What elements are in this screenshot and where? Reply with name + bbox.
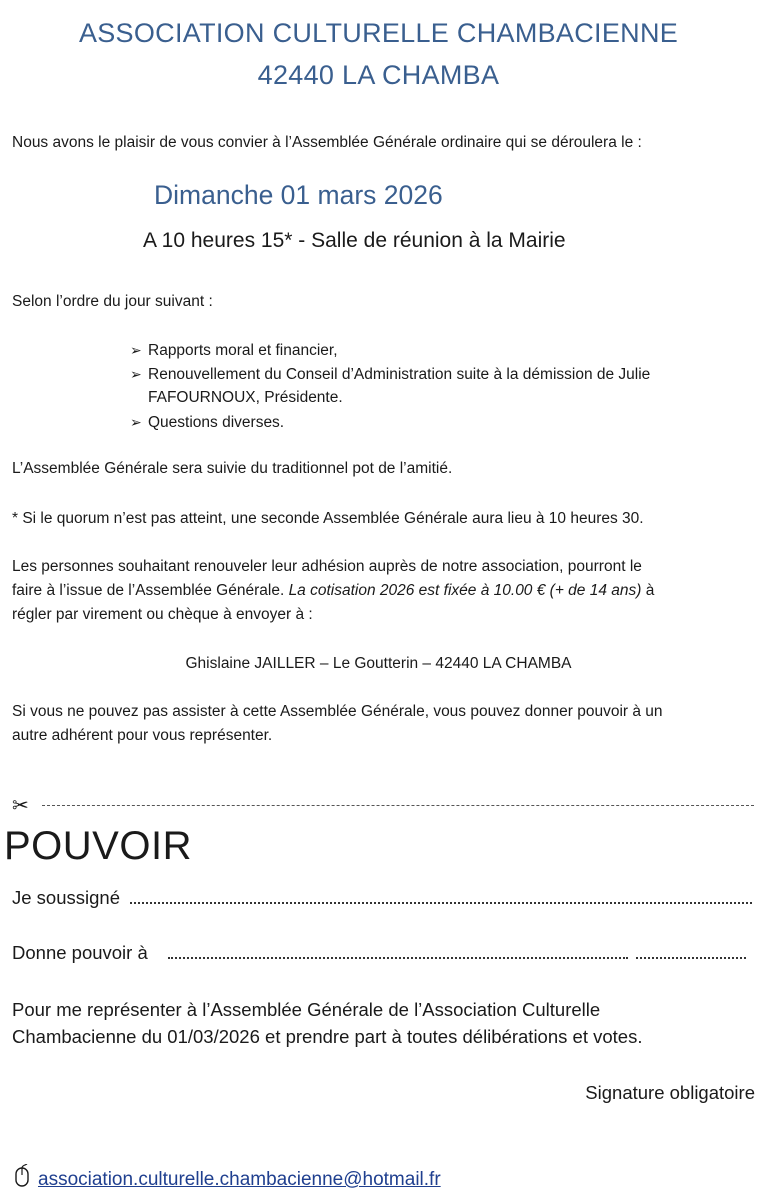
payee-address: Ghislaine JAILLER – Le Goutterin – 42440 LA CHAMBA <box>185 655 572 672</box>
undersigned-label: Je soussigné <box>12 887 120 908</box>
meeting-date: Dimanche 01 mars 2026 <box>154 180 443 210</box>
proxy-name-field[interactable] <box>168 957 628 959</box>
org-address: 42440 LA CHAMBA <box>257 60 500 90</box>
statement-line2: Chambacienne du 01/03/2026 et prendre part à toutes délibérations et votes. <box>12 1026 643 1047</box>
signature-label: Signature obligatoire <box>585 1082 755 1103</box>
agenda-item: ➢ Rapports moral et financier, <box>130 338 338 363</box>
form-title: POUVOIR <box>4 824 192 868</box>
org-name: ASSOCIATION CULTURELLE CHAMBACIENNE <box>78 18 679 48</box>
proxy-note-line2: autre adhérent pour vous représenter. <box>12 727 273 744</box>
cut-line <box>12 796 754 816</box>
membership-fee: La cotisation 2026 est fixée à 10.00 € (+ de 14 ans) <box>288 582 642 599</box>
mouse-icon <box>12 1164 34 1188</box>
arrow-bullet-icon: ➢ <box>130 366 142 382</box>
membership-line2: faire à l’issue de l’Assemblée Générale. La cotisation 2026 est fixée à 10.00 € (+ de 14 ans) à <box>12 582 655 599</box>
contact-line <box>12 1164 441 1191</box>
email-link[interactable]: association.culturelle.chambacienne@hotmail.fr <box>38 1169 441 1190</box>
undersigned-field[interactable] <box>130 902 752 904</box>
agenda-heading: Selon l’ordre du jour suivant : <box>12 293 213 310</box>
arrow-bullet-icon: ➢ <box>130 342 142 358</box>
dashed-divider <box>42 805 754 806</box>
meeting-time-place: A 10 heures 15* - Salle de réunion à la Mairie <box>143 229 566 252</box>
give-power-label: Donne pouvoir à <box>12 942 148 963</box>
proxy-extra-field[interactable] <box>636 957 746 959</box>
follow-up-text: L’Assemblée Générale sera suivie du traditionnel pot de l’amitié. <box>12 460 453 477</box>
intro-text: Nous avons le plaisir de vous convier à l’Assemblée Générale ordinaire qui se déroulera le : <box>12 134 642 151</box>
membership-line3: régler par virement ou chèque à envoyer à : <box>12 606 313 623</box>
scissors-icon: ✂ <box>12 795 29 817</box>
agenda-item: ➢ Questions diverses. <box>130 410 284 435</box>
agenda-item: ➢ Renouvellement du Conseil d’Administration suite à la démission de Julie <box>130 362 650 387</box>
agenda-item-continuation: FAFOURNOUX, Présidente. <box>148 389 343 406</box>
quorum-note: * Si le quorum n’est pas atteint, une seconde Assemblée Générale aura lieu à 10 heures 30. <box>12 510 644 527</box>
proxy-note-line1: Si vous ne pouvez pas assister à cette Assemblée Générale, vous pouvez donner pouvoir à un <box>12 703 663 720</box>
statement-line1: Pour me représenter à l’Assemblée Générale de l’Association Culturelle <box>12 999 601 1020</box>
arrow-bullet-icon: ➢ <box>130 414 142 430</box>
membership-line1: Les personnes souhaitant renouveler leur adhésion auprès de notre association, pourront le <box>12 558 642 575</box>
